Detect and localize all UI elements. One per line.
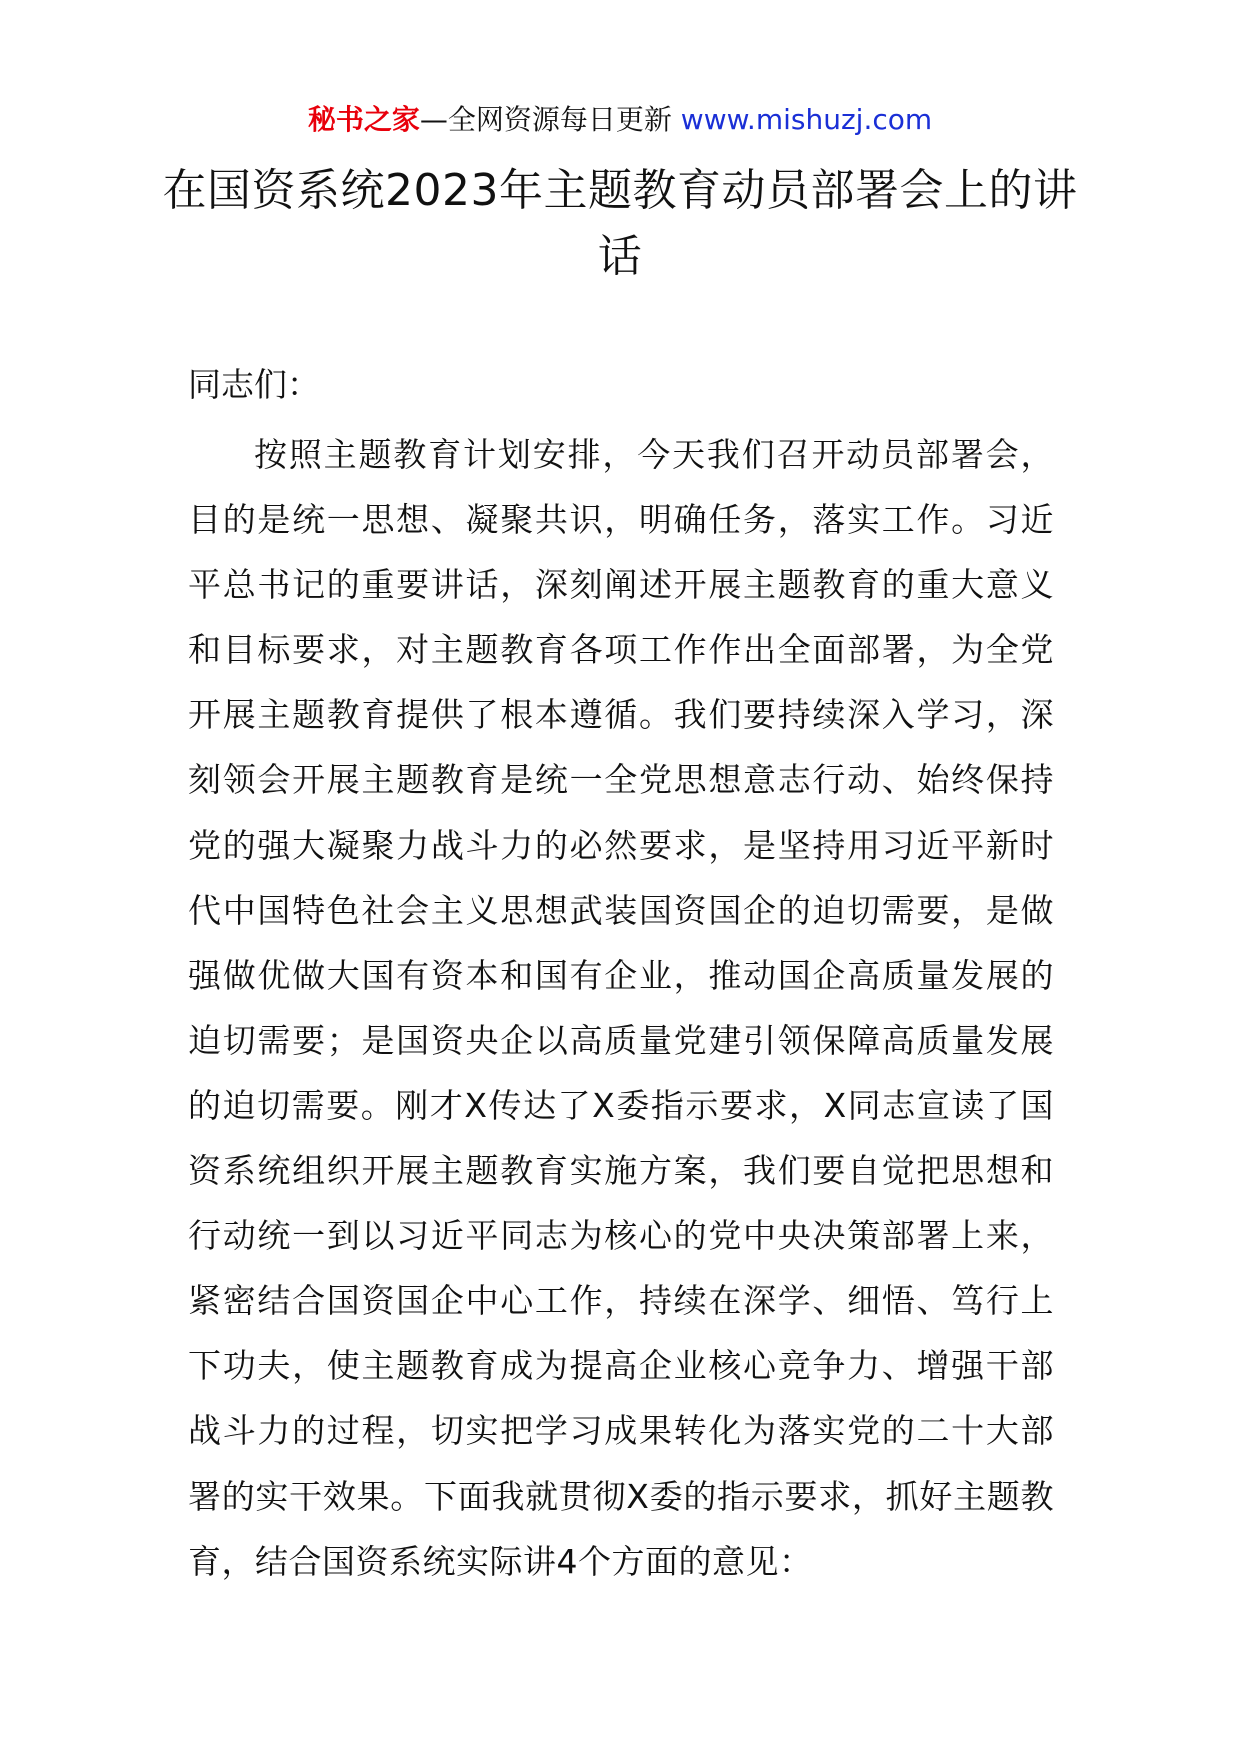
site-url-link[interactable]: www.mishuzj.com	[680, 103, 933, 136]
header-tagline: —全网资源每日更新	[419, 103, 672, 136]
body-paragraph: 按照主题教育计划安排，今天我们召开动员部署会，目的是统一思想、凝聚共识，明确任务，落实工作。习近平总书记的重要讲话，深刻阐述开展主题教育的重大意义和目标要求，对主题教育各项工作作出全面部署，为全党开展主题教育提供了根本遵循。我们要持续深入学习，深刻领会开展主题教育是统一全党思想意志行动、始终保持党的强大凝聚力战斗力的必然要求，是坚持用习近平新时代中国特色社会主义思想武装国资国企的迫切需要，是做强做优做大国有资本和国有企业，推动国企高质量发展的迫切需要；是国资央企以高质量党建引领保障高质量发展的迫切需要。刚才X传达了X委指示要求，X同志宣读了国资系统组织开展主题教育实施方案，我们要自觉把思想和行动统一到以习近平同志为核心的党中央决策部署上来，紧密结合国资国企中心工作，持续在深学、细悟、笃行上下功夫，使主题教育成为提高企业核心竞争力、增强干部战斗力的过程，切实把学习成果转化为落实党的二十大部署的实干效果。下面我就贯彻X委的指示要求，抓好主题教育，结合国资系统实际讲4个方面的意见：	[188, 435, 1054, 1581]
site-header	[0, 100, 1240, 140]
greeting: 同志们：	[188, 365, 320, 404]
document-title: 在国资系统2023年主题教育动员部署会上的讲话	[162, 165, 1078, 282]
brand-name: 秘书之家	[307, 103, 420, 136]
